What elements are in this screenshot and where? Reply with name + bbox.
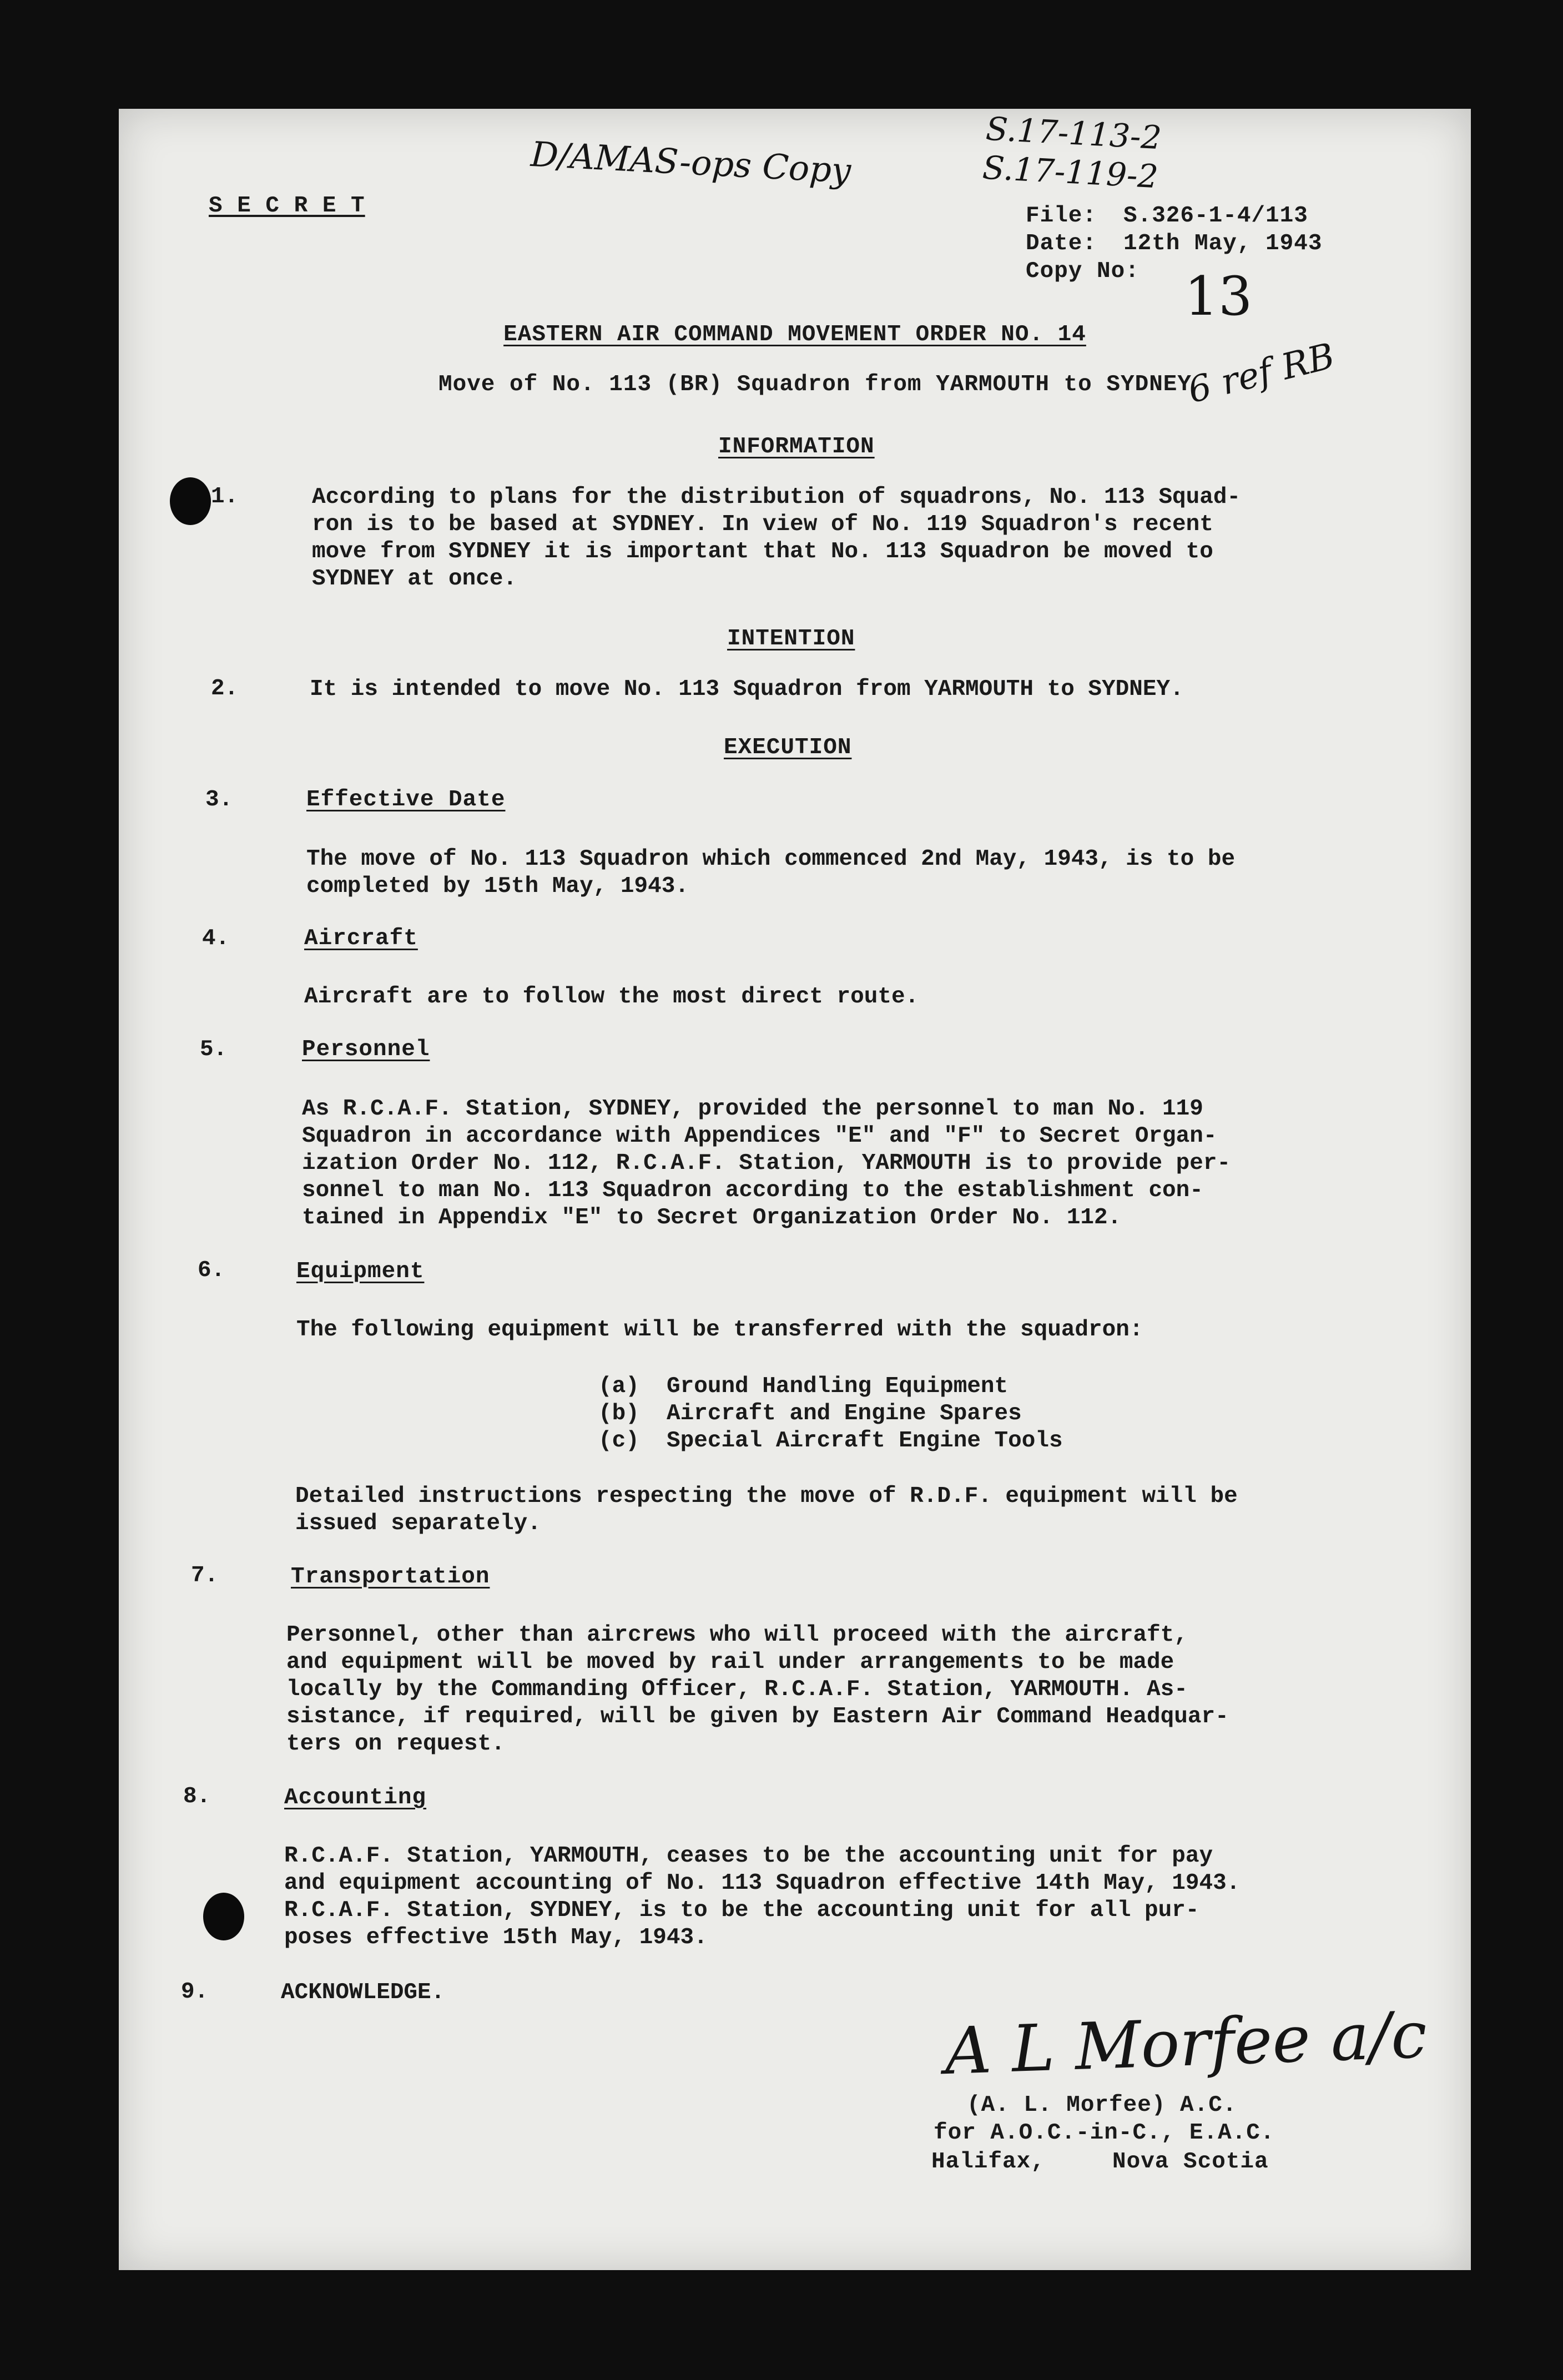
file-number: S.326-1-4/113 — [1123, 203, 1308, 229]
text-line: SYDNEY at once. — [312, 566, 517, 592]
signatory-province: Nova Scotia — [1112, 2149, 1269, 2175]
paragraph-number: 2. — [211, 676, 239, 702]
text-line: and equipment accounting of No. 113 Squadron effective 14th May, 1943. — [284, 1870, 1241, 1896]
paragraph-heading: Accounting — [284, 1785, 427, 1811]
paragraph-number: 8. — [183, 1784, 211, 1809]
handwritten-file-ref-1: S.17-113-2 — [985, 109, 1163, 157]
punch-hole-bottom — [203, 1893, 244, 1940]
list-marker: (b) — [598, 1401, 639, 1426]
paragraph-body — [296, 1317, 1143, 1344]
text-line: R.C.A.F. Station, SYDNEY, is to be the accounting unit for all pur- — [284, 1898, 1199, 1923]
paragraph-heading: Aircraft — [304, 926, 418, 951]
date-label: Date: — [1026, 231, 1097, 256]
paragraph-number: 3. — [205, 787, 233, 813]
text-line: tained in Appendix "E" to Secret Organization Order No. 112. — [302, 1205, 1122, 1231]
paragraph-number: 5. — [200, 1037, 228, 1062]
text-line: According to plans for the distribution of squadrons, No. 113 Squad- — [312, 485, 1241, 510]
equipment-list — [598, 1373, 1063, 1455]
section-heading-information: INFORMATION — [718, 434, 875, 460]
handwritten-file-ref-2: S.17-119-2 — [981, 148, 1159, 196]
paragraph-heading: Personnel — [302, 1037, 430, 1062]
paragraph-body — [302, 1096, 1231, 1232]
text-line: It is intended to move No. 113 Squadron from YARMOUTH to SYDNEY. — [310, 677, 1184, 702]
text-line: Detailed instructions respecting the move of R.D.F. equipment will be — [295, 1484, 1238, 1509]
list-marker: (a) — [598, 1374, 639, 1399]
text-line: ACKNOWLEDGE. — [281, 1980, 445, 2005]
list-item — [598, 1428, 1063, 1455]
paragraph-number: 4. — [202, 926, 230, 951]
list-item — [598, 1373, 1063, 1400]
list-item — [598, 1400, 1063, 1428]
text-line: move from SYDNEY it is important that No. 113 Squadron be moved to — [312, 539, 1213, 564]
text-line: locally by the Commanding Officer, R.C.A.F. Station, YARMOUTH. As- — [286, 1677, 1188, 1702]
file-label: File: — [1026, 203, 1097, 229]
section-heading-execution: EXECUTION — [724, 735, 852, 760]
paragraph-heading: Equipment — [296, 1259, 425, 1284]
signatory-for-line: for A.O.C.-in-C., E.A.C. — [934, 2120, 1275, 2146]
signatory-name: (A. L. Morfee) A.C. — [967, 2092, 1237, 2118]
signatory-city: Halifax, — [931, 2149, 1045, 2175]
handwritten-initials: 6 ref RB — [1184, 335, 1339, 412]
text-line: sistance, if required, will be given by Eastern Air Command Headquar- — [286, 1704, 1229, 1729]
text-line: sonnel to man No. 113 Squadron according to the establishment con- — [302, 1178, 1203, 1203]
text-line: The move of No. 113 Squadron which commenced 2nd May, 1943, is to be — [306, 846, 1236, 872]
paragraph-body — [295, 1483, 1238, 1537]
handwritten-copy-note: D/AMAS-ops Copy — [530, 133, 852, 191]
list-item-text: Special Aircraft Engine Tools — [667, 1428, 1063, 1454]
handwritten-copy-number: 13 — [1184, 265, 1253, 327]
document-page — [119, 109, 1471, 2270]
text-line: As R.C.A.F. Station, SYDNEY, provided the personnel to man No. 119 — [302, 1096, 1203, 1122]
paragraph-body — [310, 676, 1184, 703]
text-line: ron is to be based at SYDNEY. In view of No. 119 Squadron's recent — [312, 512, 1213, 537]
text-line: Aircraft are to follow the most direct route. — [304, 984, 919, 1010]
paragraph-body — [304, 984, 919, 1011]
paragraph-body — [284, 1843, 1240, 1952]
text-line: issued separately. — [295, 1511, 541, 1536]
list-item-text: Ground Handling Equipment — [667, 1374, 1009, 1399]
paragraph-body — [286, 1622, 1229, 1758]
order-title: EASTERN AIR COMMAND MOVEMENT ORDER NO. 14 — [503, 322, 1086, 347]
text-line: and equipment will be moved by rail under arrangements to be made — [286, 1650, 1174, 1675]
paragraph-number: 7. — [191, 1563, 219, 1589]
section-heading-intention: INTENTION — [727, 626, 855, 652]
list-marker: (c) — [598, 1428, 639, 1454]
punch-hole-top — [170, 477, 211, 525]
text-line: Squadron in accordance with Appendices "E" and "F" to Secret Organ- — [302, 1123, 1217, 1149]
text-line: ters on request. — [286, 1731, 505, 1757]
paragraph-heading: Transportation — [291, 1564, 490, 1590]
paragraph-number: 1. — [211, 484, 239, 510]
paragraph-body — [312, 484, 1241, 593]
text-line: Personnel, other than aircrews who will proceed with the aircraft, — [286, 1622, 1188, 1648]
text-line: ization Order No. 112, R.C.A.F. Station, YARMOUTH is to provide per- — [302, 1151, 1231, 1176]
order-subject: Move of No. 113 (BR) Squadron from YARMOUTH to SYDNEY — [438, 372, 1192, 397]
text-line: The following equipment will be transferred with the squadron: — [296, 1317, 1143, 1343]
list-item-text: Aircraft and Engine Spares — [667, 1401, 1022, 1426]
paragraph-number: 6. — [198, 1258, 225, 1283]
paragraph-body — [306, 846, 1235, 900]
document-date: 12th May, 1943 — [1123, 231, 1323, 256]
paragraph-heading: Effective Date — [306, 787, 506, 813]
text-line: completed by 15th May, 1943. — [306, 874, 689, 899]
copy-number-label: Copy No: — [1026, 259, 1140, 284]
paragraph-number: 9. — [181, 1979, 209, 2005]
paragraph-body — [281, 1979, 445, 2006]
text-line: poses effective 15th May, 1943. — [284, 1925, 708, 1950]
handwritten-signature: A L Morfee a/c — [943, 1997, 1429, 2090]
text-line: R.C.A.F. Station, YARMOUTH, ceases to be the accounting unit for pay — [284, 1843, 1213, 1869]
classification-mark: S E C R E T — [209, 193, 365, 219]
